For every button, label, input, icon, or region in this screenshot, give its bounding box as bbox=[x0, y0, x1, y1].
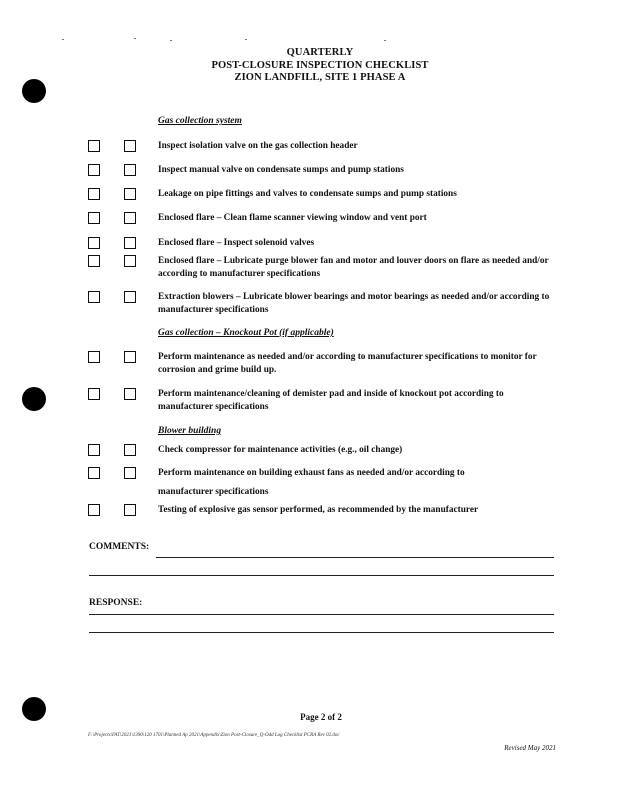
response-label: RESPONSE: bbox=[89, 598, 143, 608]
checklist-item-text: Enclosed flare – Inspect solenoid valves bbox=[158, 238, 315, 248]
section-blower-building: Blower building bbox=[158, 426, 222, 436]
checkbox[interactable] bbox=[88, 467, 100, 479]
checklist-item-text: Perform maintenance as needed and/or according to manufacturer specifications to monitor for corrosion and grime build up. bbox=[158, 352, 537, 375]
page-number: Page 2 of 2 bbox=[300, 712, 342, 722]
punch-hole-top bbox=[22, 79, 46, 103]
checkbox[interactable] bbox=[124, 291, 136, 303]
comments-label: COMMENTS: bbox=[89, 542, 150, 552]
checkbox[interactable] bbox=[88, 388, 100, 400]
checkbox[interactable] bbox=[88, 188, 100, 200]
checkbox[interactable] bbox=[124, 467, 136, 479]
section-gas-collection-system: Gas collection system bbox=[158, 116, 242, 126]
checkbox[interactable] bbox=[124, 188, 136, 200]
checkbox[interactable] bbox=[88, 140, 100, 152]
checkbox[interactable] bbox=[88, 255, 100, 267]
comments-line[interactable] bbox=[89, 575, 554, 576]
checklist-item-text-continued: manufacturer specifications bbox=[158, 487, 269, 497]
checkbox[interactable] bbox=[88, 237, 100, 249]
checkbox[interactable] bbox=[124, 164, 136, 176]
section-knockout-pot: Gas collection – Knockout Pot (if applicable) bbox=[158, 328, 334, 338]
checkbox[interactable] bbox=[88, 351, 100, 363]
file-path: F:\Projects\FAT\2021\1390\120 1701\Planned Ap 2021\Appendix\Zion Post-Closure_Q-Odd Log Checklist PCRA Rev 02.doc bbox=[88, 733, 340, 738]
scan-speck bbox=[62, 39, 64, 40]
checkbox[interactable] bbox=[88, 504, 100, 516]
scan-speck bbox=[170, 40, 172, 41]
checklist-item-text: Enclosed flare – Clean flame scanner viewing window and vent port bbox=[158, 213, 427, 223]
checkbox[interactable] bbox=[124, 504, 136, 516]
scan-speck bbox=[384, 40, 386, 41]
comments-line[interactable] bbox=[156, 557, 554, 558]
checklist-item-text: Enclosed flare – Lubricate purge blower fan and motor and louver doors on flare as needed and/or according to manufacturer specifications bbox=[158, 256, 549, 279]
header-quarterly: QUARTERLY bbox=[286, 47, 354, 58]
header-site-name: ZION LANDFILL, SITE 1 PHASE A bbox=[234, 72, 406, 83]
checkbox[interactable] bbox=[124, 255, 136, 267]
response-line[interactable] bbox=[89, 632, 554, 633]
checkbox[interactable] bbox=[124, 140, 136, 152]
revised-date: Revised May 2021 bbox=[504, 744, 556, 752]
checkbox[interactable] bbox=[124, 444, 136, 456]
response-line[interactable] bbox=[89, 614, 554, 615]
punch-hole-middle bbox=[22, 387, 46, 411]
checklist-item-text: Leakage on pipe fittings and valves to condensate sumps and pump stations bbox=[158, 189, 457, 199]
checklist-item-text: Testing of explosive gas sensor performed, as recommended by the manufacturer bbox=[158, 505, 479, 515]
checkbox[interactable] bbox=[124, 237, 136, 249]
checkbox[interactable] bbox=[88, 164, 100, 176]
checkbox[interactable] bbox=[88, 444, 100, 456]
checklist-item-text: Check compressor for maintenance activities (e.g., oil change) bbox=[158, 445, 403, 455]
document-header bbox=[150, 47, 490, 85]
checkbox[interactable] bbox=[88, 291, 100, 303]
checklist-item-text: Inspect manual valve on condensate sumps and pump stations bbox=[158, 165, 404, 175]
checkbox[interactable] bbox=[88, 212, 100, 224]
checkbox[interactable] bbox=[124, 388, 136, 400]
scan-speck bbox=[245, 39, 247, 40]
checklist-item-text: Perform maintenance on building exhaust fans as needed and/or according to bbox=[158, 468, 465, 478]
checklist-item-text: Perform maintenance/cleaning of demister pad and inside of knockout pot according to manufacturer specifications bbox=[158, 389, 504, 412]
checkbox[interactable] bbox=[124, 351, 136, 363]
scan-speck bbox=[134, 38, 136, 39]
checklist-item-text: Extraction blowers – Lubricate blower bearings and motor bearings as needed and/or according to manufacturer specifications bbox=[158, 292, 550, 315]
checklist-item-text: Inspect isolation valve on the gas collection header bbox=[158, 141, 358, 151]
checkbox[interactable] bbox=[124, 212, 136, 224]
header-checklist-title: POST-CLOSURE INSPECTION CHECKLIST bbox=[211, 59, 429, 71]
